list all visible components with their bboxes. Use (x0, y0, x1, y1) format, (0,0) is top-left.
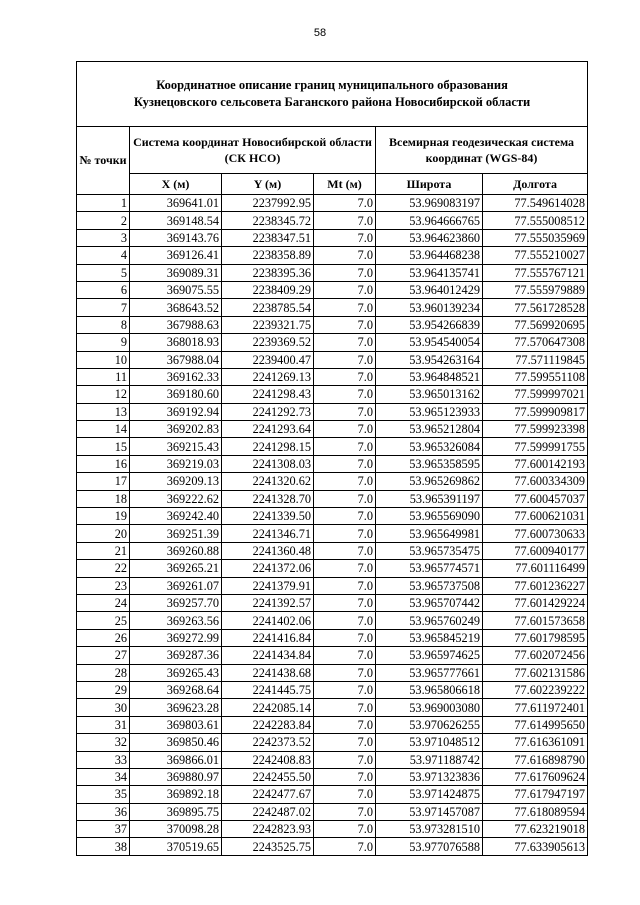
cell-y: 2242085.14 (222, 699, 314, 716)
cell-y: 2239369.52 (222, 334, 314, 351)
cell-x: 368643.52 (130, 299, 222, 316)
cell-mt: 7.0 (314, 438, 376, 455)
cell-longitude: 77.555767121 (483, 264, 588, 281)
table-row (77, 247, 588, 264)
cell-latitude: 53.971048512 (376, 734, 483, 751)
cell-longitude: 77.549614028 (483, 195, 588, 212)
cell-point-number: 19 (77, 508, 130, 525)
table-row (77, 334, 588, 351)
cell-latitude: 53.954263164 (376, 351, 483, 368)
cell-longitude: 77.616361091 (483, 734, 588, 751)
header-point-number: № точки (77, 127, 130, 195)
cell-y: 2241372.06 (222, 560, 314, 577)
cell-point-number: 34 (77, 768, 130, 785)
cell-mt: 7.0 (314, 247, 376, 264)
cell-longitude: 77.555979889 (483, 281, 588, 298)
cell-latitude: 53.964848521 (376, 368, 483, 385)
cell-longitude: 77.555008512 (483, 212, 588, 229)
cell-x: 370519.65 (130, 838, 222, 855)
cell-point-number: 1 (77, 195, 130, 212)
table-row (77, 577, 588, 594)
cell-x: 369866.01 (130, 751, 222, 768)
cell-y: 2238409.29 (222, 281, 314, 298)
table-body (77, 195, 588, 856)
cell-x: 369641.01 (130, 195, 222, 212)
table-row (77, 386, 588, 403)
cell-latitude: 53.954266839 (376, 316, 483, 333)
cell-point-number: 21 (77, 542, 130, 559)
cell-x: 369215.43 (130, 438, 222, 455)
cell-x: 369265.21 (130, 560, 222, 577)
cell-x: 369895.75 (130, 803, 222, 820)
cell-longitude: 77.601116499 (483, 560, 588, 577)
cell-mt: 7.0 (314, 473, 376, 490)
cell-y: 2241438.68 (222, 664, 314, 681)
table-row (77, 195, 588, 212)
cell-x: 369287.36 (130, 647, 222, 664)
cell-longitude: 77.601573658 (483, 612, 588, 629)
title-row (77, 62, 588, 127)
cell-longitude: 77.623219018 (483, 821, 588, 838)
cell-latitude: 53.965774571 (376, 560, 483, 577)
cell-mt: 7.0 (314, 542, 376, 559)
cell-latitude: 53.964666765 (376, 212, 483, 229)
cell-longitude: 77.602072456 (483, 647, 588, 664)
cell-y: 2238395.36 (222, 264, 314, 281)
table-row (77, 629, 588, 646)
cell-y: 2238785.54 (222, 299, 314, 316)
cell-x: 369892.18 (130, 786, 222, 803)
cell-longitude: 77.570647308 (483, 334, 588, 351)
cell-y: 2239321.75 (222, 316, 314, 333)
cell-latitude: 53.965806618 (376, 681, 483, 698)
cell-y: 2241292.73 (222, 403, 314, 420)
cell-point-number: 25 (77, 612, 130, 629)
table-row (77, 212, 588, 229)
table-title-line-1: Координатное описание границ муниципального образования (156, 78, 508, 92)
cell-y: 2241379.91 (222, 577, 314, 594)
cell-mt: 7.0 (314, 716, 376, 733)
cell-longitude: 77.569920695 (483, 316, 588, 333)
table-row (77, 681, 588, 698)
cell-longitude: 77.617947197 (483, 786, 588, 803)
cell-x: 367988.63 (130, 316, 222, 333)
cell-y: 2241339.50 (222, 508, 314, 525)
cell-y: 2238358.89 (222, 247, 314, 264)
table-row (77, 421, 588, 438)
cell-point-number: 2 (77, 212, 130, 229)
cell-x: 367988.04 (130, 351, 222, 368)
cell-latitude: 53.965777661 (376, 664, 483, 681)
cell-mt: 7.0 (314, 699, 376, 716)
cell-point-number: 28 (77, 664, 130, 681)
cell-longitude: 77.571119845 (483, 351, 588, 368)
cell-x: 369180.60 (130, 386, 222, 403)
cell-y: 2242487.02 (222, 803, 314, 820)
cell-y: 2242408.83 (222, 751, 314, 768)
table-row (77, 438, 588, 455)
cell-point-number: 33 (77, 751, 130, 768)
cell-point-number: 17 (77, 473, 130, 490)
cell-longitude: 77.600940177 (483, 542, 588, 559)
table-title (77, 62, 588, 127)
cell-x: 369260.88 (130, 542, 222, 559)
cell-mt: 7.0 (314, 334, 376, 351)
table-row (77, 699, 588, 716)
cell-y: 2241392.57 (222, 594, 314, 611)
cell-longitude: 77.600142193 (483, 455, 588, 472)
cell-point-number: 24 (77, 594, 130, 611)
cell-mt: 7.0 (314, 299, 376, 316)
cell-mt: 7.0 (314, 229, 376, 246)
cell-point-number: 9 (77, 334, 130, 351)
cell-point-number: 18 (77, 490, 130, 507)
cell-mt: 7.0 (314, 455, 376, 472)
cell-mt: 7.0 (314, 560, 376, 577)
table-row (77, 525, 588, 542)
cell-mt: 7.0 (314, 421, 376, 438)
cell-latitude: 53.960139234 (376, 299, 483, 316)
table-row (77, 838, 588, 855)
cell-mt: 7.0 (314, 386, 376, 403)
cell-latitude: 53.971424875 (376, 786, 483, 803)
table-row (77, 229, 588, 246)
header-wgs84-system: Всемирная геодезическая система координат (WGS-84) (376, 127, 588, 174)
cell-latitude: 53.973281510 (376, 821, 483, 838)
cell-point-number: 23 (77, 577, 130, 594)
cell-latitude: 53.969003080 (376, 699, 483, 716)
cell-longitude: 77.599991755 (483, 438, 588, 455)
cell-longitude: 77.602239222 (483, 681, 588, 698)
cell-latitude: 53.964623860 (376, 229, 483, 246)
cell-x: 369850.46 (130, 734, 222, 751)
group-header-row (77, 127, 588, 174)
cell-y: 2242283.84 (222, 716, 314, 733)
cell-mt: 7.0 (314, 803, 376, 820)
cell-mt: 7.0 (314, 681, 376, 698)
cell-latitude: 53.965212804 (376, 421, 483, 438)
cell-latitude: 53.965845219 (376, 629, 483, 646)
cell-point-number: 29 (77, 681, 130, 698)
cell-x: 369268.64 (130, 681, 222, 698)
cell-mt: 7.0 (314, 490, 376, 507)
cell-y: 2241360.48 (222, 542, 314, 559)
table-row (77, 455, 588, 472)
table-row (77, 299, 588, 316)
header-local-system: Система координат Новосибирской области (СК НСО) (130, 127, 376, 174)
cell-point-number: 27 (77, 647, 130, 664)
cell-longitude: 77.599909817 (483, 403, 588, 420)
cell-x: 369257.70 (130, 594, 222, 611)
cell-latitude: 53.965358595 (376, 455, 483, 472)
table-row (77, 664, 588, 681)
cell-latitude: 53.965707442 (376, 594, 483, 611)
table-row (77, 647, 588, 664)
cell-point-number: 4 (77, 247, 130, 264)
cell-point-number: 16 (77, 455, 130, 472)
cell-mt: 7.0 (314, 403, 376, 420)
cell-latitude: 53.977076588 (376, 838, 483, 855)
cell-longitude: 77.600621031 (483, 508, 588, 525)
table-row (77, 281, 588, 298)
cell-x: 369143.76 (130, 229, 222, 246)
cell-latitude: 53.964012429 (376, 281, 483, 298)
cell-x: 369202.83 (130, 421, 222, 438)
cell-y: 2242455.50 (222, 768, 314, 785)
cell-x: 369126.41 (130, 247, 222, 264)
cell-y: 2241434.84 (222, 647, 314, 664)
cell-x: 369209.13 (130, 473, 222, 490)
table-row (77, 542, 588, 559)
page-number: 58 (313, 27, 327, 39)
cell-latitude: 53.965123933 (376, 403, 483, 420)
cell-latitude: 53.969083197 (376, 195, 483, 212)
cell-longitude: 77.616898790 (483, 751, 588, 768)
cell-x: 369263.56 (130, 612, 222, 629)
cell-longitude: 77.600457037 (483, 490, 588, 507)
cell-mt: 7.0 (314, 647, 376, 664)
cell-latitude: 53.971323836 (376, 768, 483, 785)
cell-point-number: 3 (77, 229, 130, 246)
cell-longitude: 77.601236227 (483, 577, 588, 594)
cell-y: 2241298.15 (222, 438, 314, 455)
cell-mt: 7.0 (314, 734, 376, 751)
cell-latitude: 53.971457087 (376, 803, 483, 820)
table-row (77, 821, 588, 838)
cell-point-number: 22 (77, 560, 130, 577)
cell-longitude: 77.614995650 (483, 716, 588, 733)
cell-longitude: 77.555035969 (483, 229, 588, 246)
table-row (77, 316, 588, 333)
table-row (77, 786, 588, 803)
cell-y: 2242823.93 (222, 821, 314, 838)
cell-mt: 7.0 (314, 351, 376, 368)
table-row (77, 473, 588, 490)
cell-point-number: 30 (77, 699, 130, 716)
cell-mt: 7.0 (314, 786, 376, 803)
header-mt: Mt (м) (314, 174, 376, 195)
cell-y: 2242477.67 (222, 786, 314, 803)
cell-longitude: 77.600730633 (483, 525, 588, 542)
table-row (77, 351, 588, 368)
cell-point-number: 5 (77, 264, 130, 281)
cell-latitude: 53.965326084 (376, 438, 483, 455)
cell-longitude: 77.601429224 (483, 594, 588, 611)
cell-x: 370098.28 (130, 821, 222, 838)
header-x: X (м) (130, 174, 222, 195)
cell-longitude: 77.633905613 (483, 838, 588, 855)
cell-longitude: 77.561728528 (483, 299, 588, 316)
cell-point-number: 31 (77, 716, 130, 733)
cell-point-number: 36 (77, 803, 130, 820)
cell-latitude: 53.965569090 (376, 508, 483, 525)
cell-y: 2241346.71 (222, 525, 314, 542)
cell-mt: 7.0 (314, 664, 376, 681)
cell-mt: 7.0 (314, 525, 376, 542)
cell-y: 2237992.95 (222, 195, 314, 212)
cell-mt: 7.0 (314, 508, 376, 525)
cell-y: 2241445.75 (222, 681, 314, 698)
column-header-row (77, 174, 588, 195)
table-row (77, 734, 588, 751)
table-row (77, 594, 588, 611)
cell-longitude: 77.601798595 (483, 629, 588, 646)
cell-longitude: 77.602131586 (483, 664, 588, 681)
cell-point-number: 38 (77, 838, 130, 855)
cell-y: 2239400.47 (222, 351, 314, 368)
cell-mt: 7.0 (314, 751, 376, 768)
cell-point-number: 12 (77, 386, 130, 403)
cell-x: 369075.55 (130, 281, 222, 298)
cell-longitude: 77.618089594 (483, 803, 588, 820)
cell-x: 369222.62 (130, 490, 222, 507)
cell-x: 369261.07 (130, 577, 222, 594)
table-row (77, 403, 588, 420)
table-row (77, 490, 588, 507)
cell-longitude: 77.555210027 (483, 247, 588, 264)
cell-point-number: 10 (77, 351, 130, 368)
cell-point-number: 14 (77, 421, 130, 438)
cell-y: 2242373.52 (222, 734, 314, 751)
cell-mt: 7.0 (314, 821, 376, 838)
cell-x: 369219.03 (130, 455, 222, 472)
table-title-line-2: Кузнецовского сельсовета Баганского района Новосибирской области (133, 95, 531, 109)
cell-y: 2241308.03 (222, 455, 314, 472)
cell-mt: 7.0 (314, 838, 376, 855)
cell-mt: 7.0 (314, 264, 376, 281)
table-row (77, 768, 588, 785)
cell-mt: 7.0 (314, 195, 376, 212)
cell-latitude: 53.964468238 (376, 247, 483, 264)
cell-x: 369272.99 (130, 629, 222, 646)
cell-x: 369880.97 (130, 768, 222, 785)
cell-latitude: 53.965760249 (376, 612, 483, 629)
cell-y: 2241320.62 (222, 473, 314, 490)
cell-point-number: 32 (77, 734, 130, 751)
cell-x: 369148.54 (130, 212, 222, 229)
cell-x: 369089.31 (130, 264, 222, 281)
cell-mt: 7.0 (314, 316, 376, 333)
header-latitude: Широта (376, 174, 483, 195)
cell-latitude: 53.964135741 (376, 264, 483, 281)
cell-y: 2241402.06 (222, 612, 314, 629)
table-row (77, 612, 588, 629)
coordinates-table (76, 61, 588, 856)
cell-point-number: 8 (77, 316, 130, 333)
cell-longitude: 77.599551108 (483, 368, 588, 385)
cell-point-number: 35 (77, 786, 130, 803)
cell-point-number: 6 (77, 281, 130, 298)
cell-point-number: 15 (77, 438, 130, 455)
table-row (77, 264, 588, 281)
cell-mt: 7.0 (314, 368, 376, 385)
cell-y: 2241416.84 (222, 629, 314, 646)
cell-x: 368018.93 (130, 334, 222, 351)
cell-latitude: 53.971188742 (376, 751, 483, 768)
cell-point-number: 7 (77, 299, 130, 316)
cell-mt: 7.0 (314, 281, 376, 298)
table-row (77, 751, 588, 768)
cell-longitude: 77.599923398 (483, 421, 588, 438)
cell-point-number: 20 (77, 525, 130, 542)
cell-y: 2238347.51 (222, 229, 314, 246)
cell-mt: 7.0 (314, 768, 376, 785)
cell-mt: 7.0 (314, 594, 376, 611)
cell-latitude: 53.965737508 (376, 577, 483, 594)
cell-y: 2241328.70 (222, 490, 314, 507)
cell-y: 2238345.72 (222, 212, 314, 229)
cell-latitude: 53.965391197 (376, 490, 483, 507)
cell-y: 2241298.43 (222, 386, 314, 403)
cell-latitude: 53.954540054 (376, 334, 483, 351)
cell-x: 369251.39 (130, 525, 222, 542)
cell-point-number: 26 (77, 629, 130, 646)
cell-mt: 7.0 (314, 212, 376, 229)
cell-latitude: 53.970626255 (376, 716, 483, 733)
cell-y: 2241293.64 (222, 421, 314, 438)
cell-latitude: 53.965269862 (376, 473, 483, 490)
cell-x: 369242.40 (130, 508, 222, 525)
cell-mt: 7.0 (314, 577, 376, 594)
cell-x: 369265.43 (130, 664, 222, 681)
cell-y: 2241269.13 (222, 368, 314, 385)
cell-latitude: 53.965649981 (376, 525, 483, 542)
cell-latitude: 53.965735475 (376, 542, 483, 559)
header-y: Y (м) (222, 174, 314, 195)
cell-x: 369192.94 (130, 403, 222, 420)
table-row (77, 716, 588, 733)
table-row (77, 803, 588, 820)
table-row (77, 560, 588, 577)
cell-longitude: 77.611972401 (483, 699, 588, 716)
header-longitude: Долгота (483, 174, 588, 195)
cell-point-number: 13 (77, 403, 130, 420)
cell-mt: 7.0 (314, 612, 376, 629)
cell-latitude: 53.965974625 (376, 647, 483, 664)
cell-x: 369803.61 (130, 716, 222, 733)
cell-longitude: 77.600334309 (483, 473, 588, 490)
table-row (77, 368, 588, 385)
cell-latitude: 53.965013162 (376, 386, 483, 403)
cell-point-number: 11 (77, 368, 130, 385)
cell-point-number: 37 (77, 821, 130, 838)
cell-longitude: 77.599997021 (483, 386, 588, 403)
cell-longitude: 77.617609624 (483, 768, 588, 785)
cell-mt: 7.0 (314, 629, 376, 646)
table-row (77, 508, 588, 525)
cell-x: 369623.28 (130, 699, 222, 716)
cell-x: 369162.33 (130, 368, 222, 385)
cell-y: 2243525.75 (222, 838, 314, 855)
